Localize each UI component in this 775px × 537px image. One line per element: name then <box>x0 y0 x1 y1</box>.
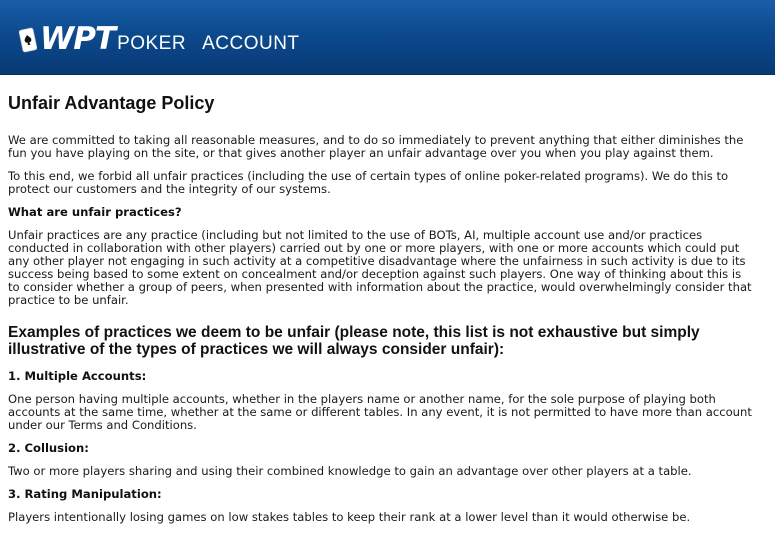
section-heading-multiple-accounts: 1. Multiple Accounts: <box>8 369 147 383</box>
intro-paragraph-2: To this end, we forbid all unfair practices (including the use of certain types of online poker-related programs). We do this to protect our customers and the integrity of our systems. <box>8 169 729 196</box>
section-heading-collusion: 2. Collusion: <box>8 441 89 455</box>
account-wordmark: ACCOUNT <box>202 33 300 54</box>
section-text-multiple-accounts: One person having multiple accounts, whether in the players name or another name, for the sole purpose of playing both accounts at the same time, whether at the same or different tables. In any event, it is not permitted to have more than account under our Terms and Conditions. <box>8 392 752 432</box>
page-title: Unfair Advantage Policy <box>8 93 215 113</box>
examples-heading: Examples of practices we deem to be unfair (please note, this list is not exhaustive but simply illustrative of the types of practices we will always consider unfair): <box>8 324 700 358</box>
section-text-rating-manipulation: Players intentionally losing games on low stakes tables to keep their rank at a lower level than it would otherwise be. <box>8 510 691 524</box>
what-paragraph: Unfair practices are any practice (including but not limited to the use of BOTs, AI, multiple account use and/or practices conducted in collaboration with other players) carried out by one or more players, with one or more accounts which could put any other player not engaging in such activity at a competitive disadvantage where the unfairness in such activity is due to its success being based to some extent on concealment and/or deception against such players. One way of thinking about this is to consider whether a group of peers, when presented with information about the practice, would overwhelmingly consider that practice to be unfair. <box>8 228 752 307</box>
wpt-poker-logo[interactable] <box>18 21 300 57</box>
playing-card-icon <box>18 26 38 54</box>
wpt-wordmark: WPT <box>40 21 116 57</box>
what-heading: What are unfair practices? <box>8 205 182 219</box>
policy-content <box>8 92 753 534</box>
poker-wordmark: POKER <box>117 33 187 54</box>
section-text-collusion: Two or more players sharing and using their combined knowledge to gain an advantage over other players at a table. <box>8 464 692 478</box>
site-header <box>0 0 775 75</box>
intro-paragraph-1: We are committed to taking all reasonable measures, and to do so immediately to prevent anything that either diminishes the fun you have playing on the site, or that gives another player an unfair advantage over you when you play against them. <box>8 133 744 160</box>
section-heading-rating-manipulation: 3. Rating Manipulation: <box>8 487 162 501</box>
